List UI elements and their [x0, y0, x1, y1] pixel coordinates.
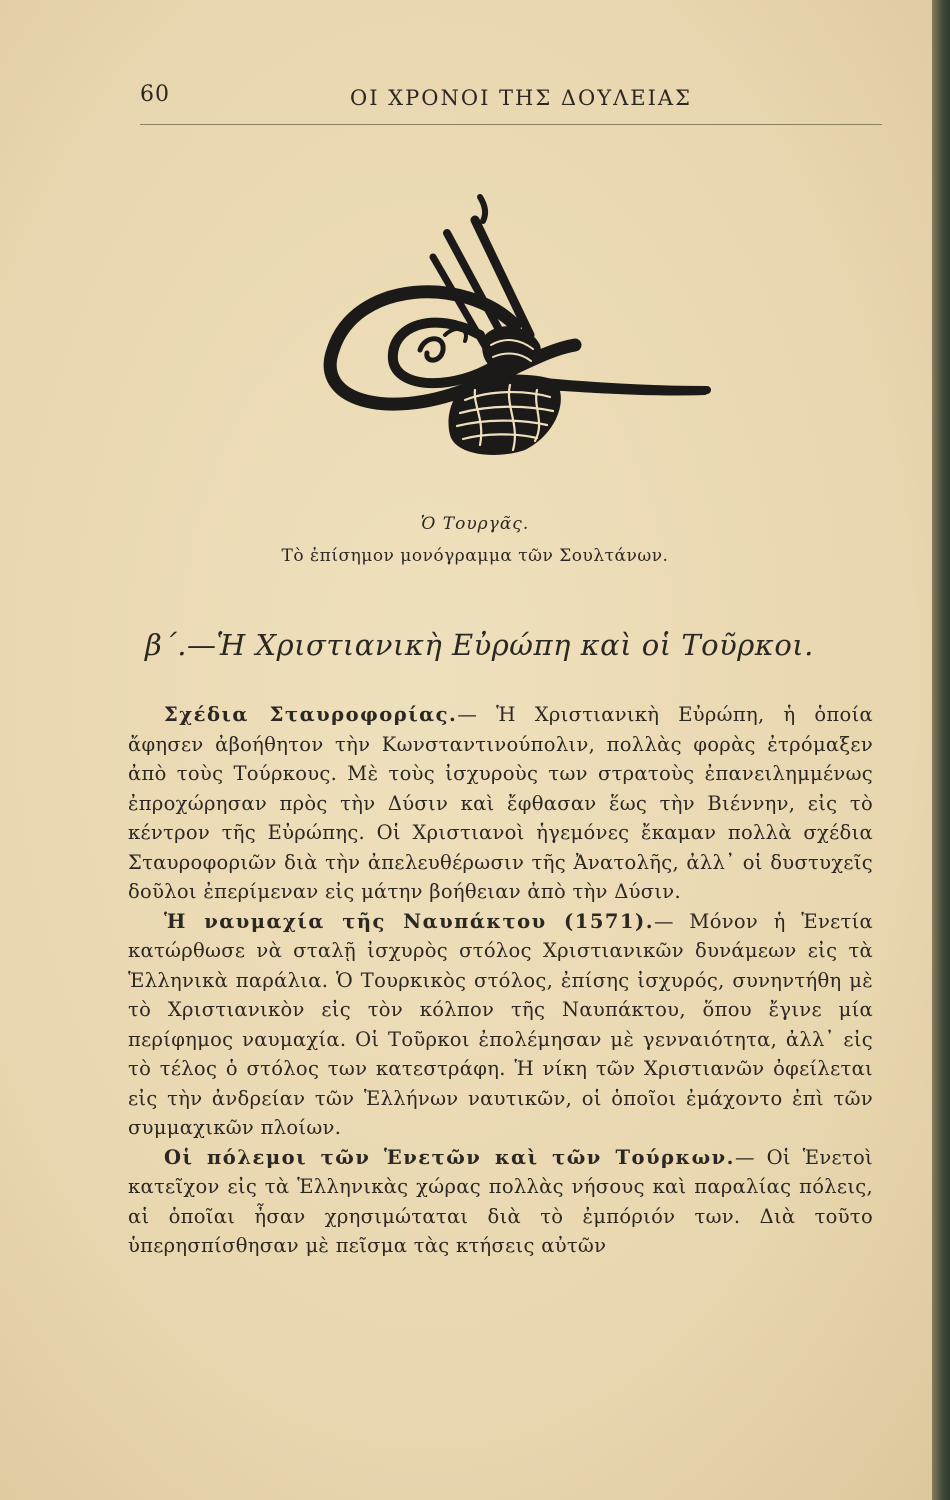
header-rule	[140, 124, 882, 125]
book-spine-edge	[932, 0, 950, 1500]
section-heading: β΄.—Ἡ Χριστιανικὴ Εὐρώπη καὶ οἱ Τοῦρκοι.	[145, 628, 814, 662]
paragraph	[128, 1143, 873, 1261]
page-header	[140, 82, 880, 122]
figure-caption-subtitle: Τὸ ἐπίσημον μονόγραμμα τῶν Σουλτάνων.	[281, 546, 669, 566]
paragraph-text: — Οἱ Ἑνετοὶ κατεῖχον εἰς τὰ Ἑλληνικὰς χώρας πολλὰς νήσους καὶ παραλίας πόλεις, αἱ ὁποῖαι ἦσαν χρησιμώταται διὰ τὸ ἐμπόριόν των. Διὰ τοῦτο ὑπερησπίσθησαν μὲ πεῖσμα τὰς κτήσεις αὐτῶν	[128, 1145, 873, 1257]
paragraph-lead: Σχέδια Σταυροφορίας.	[164, 703, 458, 726]
paragraph-text: — Μόνον ἡ Ἑνετία κατώρθωσε νὰ σταλῇ ἰσχυρὸς στόλος Χριστιανικῶν δυνάμεων εἰς τὰ Ἑλληνικὰ παράλια. Ὁ Τουρκικὸς στόλος, ἐπίσης ἰσχυρός, συνηντήθη μὲ τὸ Χριστιανικὸν εἰς τὸν κόλπον τῆς Ναυπάκτου, ὅπου ἔγινε μία περίφημος ναυμαχία. Οἱ Τοῦρκοι ἐπολέμησαν μὲ γενναιότητα, ἀλλ᾽ εἰς τὸ τέλος ὁ στόλος των κατεστράφη. Ἡ νίκη τῶν Χριστιανῶν ὀφείλεται εἰς τὴν ἀνδρείαν τῶν Ἑλλήνων ναυτικῶν, οἱ ὁποῖοι ἐμάχοντο ἐπὶ τῶν συμμαχικῶν πλοίων.	[128, 909, 873, 1139]
page-number: 60	[140, 82, 170, 107]
paragraph-lead: Ἡ ναυμαχία τῆς Ναυπάκτου (1571).	[164, 909, 655, 933]
body-text	[128, 700, 873, 1261]
paragraph	[128, 907, 873, 1143]
running-title: ΟΙ ΧΡΟΝΟΙ ΤΗΣ ΔΟΥΛΕΙΑΣ	[350, 86, 692, 110]
paragraph-text: — Ἡ Χριστιανικὴ Εὐρώπη, ἡ ὁποία ἄφησεν ἀβοήθητον τὴν Κωνσταντινούπολιν, πολλὰς φορὰς ἐτρόμαξεν ἀπὸ τοὺς Τούρκους. Μὲ τοὺς ἰσχυροὺς των στρατοὺς ἐπανειλημμένως ἐπροχώρησαν πρὸς τὴν Δύσιν καὶ ἔφθασαν ἕως τὴν Βιέννην, εἰς τὸ κέντρον τῆς Εὐρώπης. Οἱ Χριστιανοὶ ἡγεμόνες ἔκαμαν πολλὰ σχέδια Σταυροφοριῶν διὰ τὴν ἀπελευθέρωσιν τῆς Ἀνατολῆς, ἀλλ᾽ οἱ δυστυχεῖς δοῦλοι ἐπερίμεναν εἰς μάτην βοήθειαν ἀπὸ τὴν Δύσιν.	[128, 703, 874, 903]
figure-caption-title: Ὁ Τουργᾶς.	[420, 514, 530, 534]
paragraph-lead: Οἱ πόλεμοι τῶν Ἑνετῶν καὶ τῶν Τούρκων.	[164, 1145, 735, 1169]
tughra-monogram-icon	[315, 185, 715, 475]
paragraph	[128, 700, 873, 907]
